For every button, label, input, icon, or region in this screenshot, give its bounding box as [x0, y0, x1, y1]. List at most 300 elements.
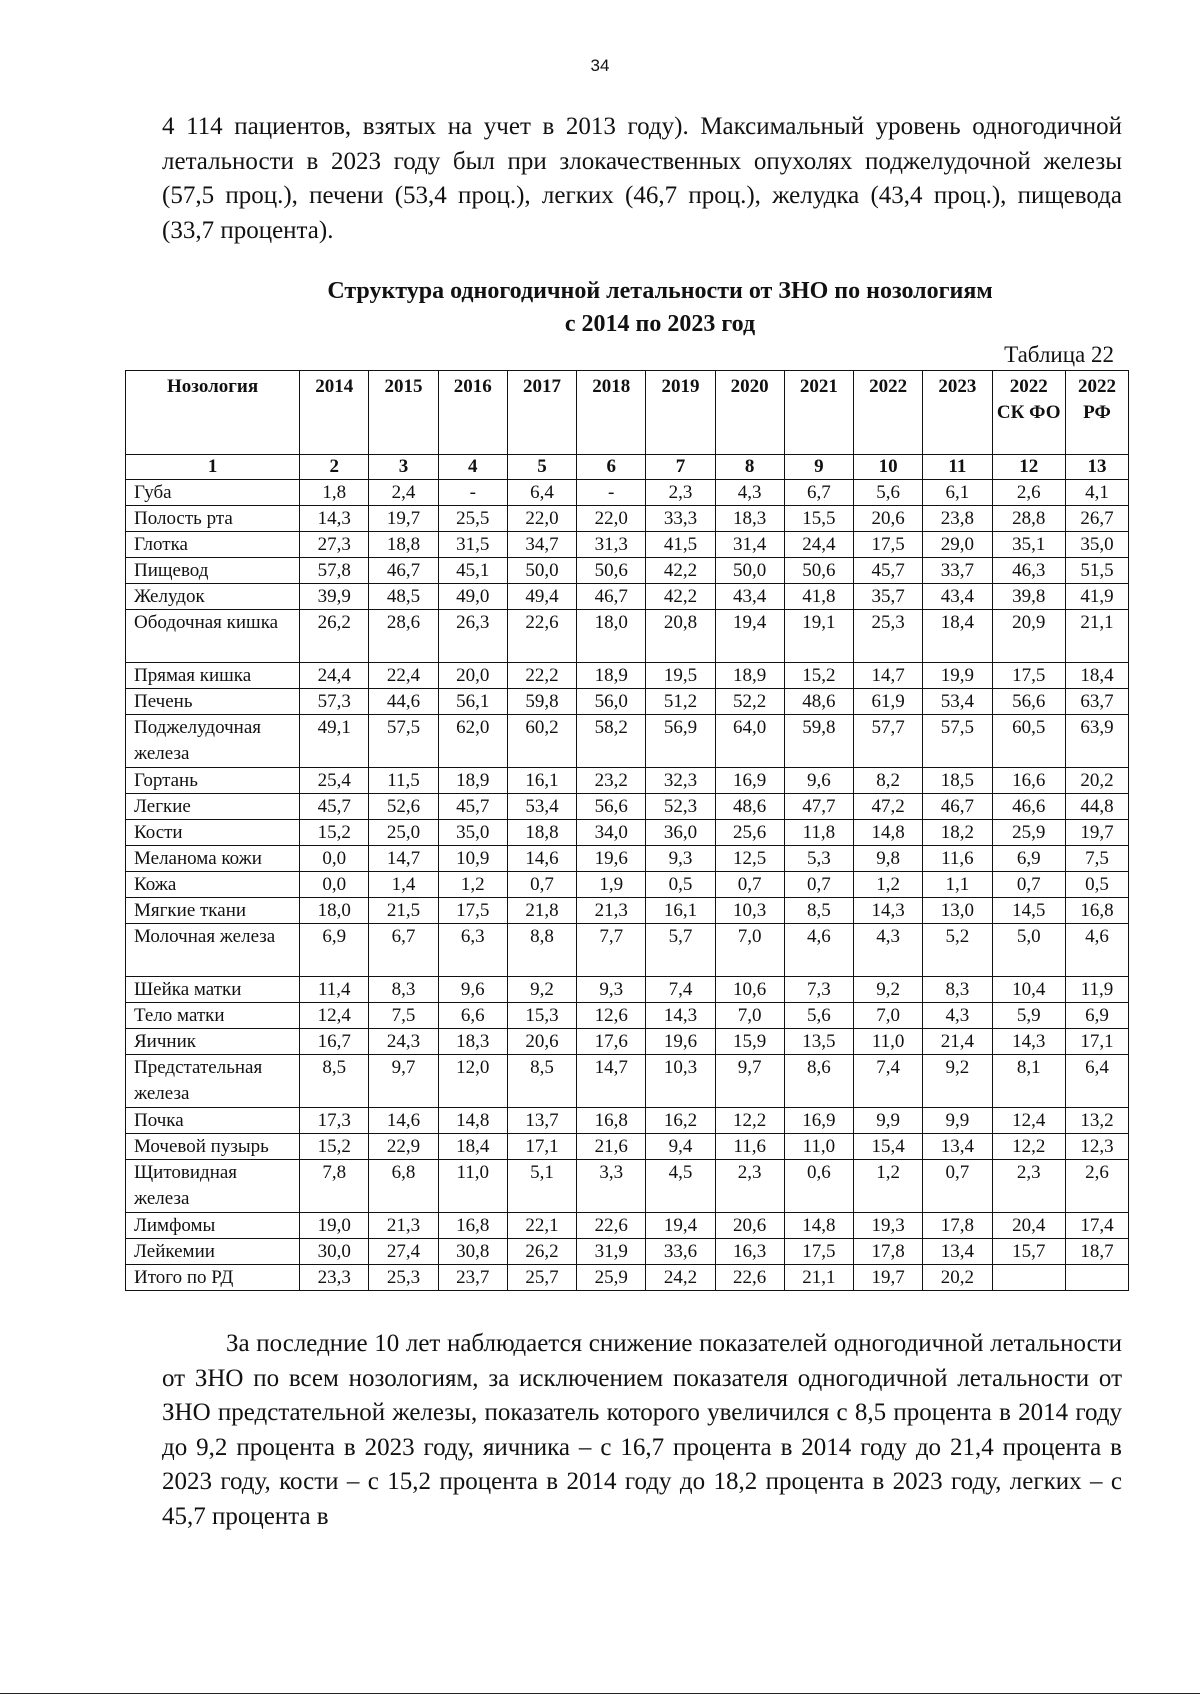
table-cell: 39,8 [992, 584, 1065, 610]
table-row [126, 1134, 1129, 1160]
table-cell: 47,2 [854, 794, 923, 820]
table-row [126, 480, 1129, 506]
header-col-12: 2022 РФ [1065, 371, 1128, 455]
table-row [126, 872, 1129, 898]
header-col-7: 2020 [715, 371, 784, 455]
table-cell: 18,3 [438, 1029, 507, 1055]
table-cell: 50,6 [784, 558, 853, 584]
table-cell: 19,0 [300, 1213, 369, 1239]
table-cell: 12,4 [992, 1108, 1065, 1134]
table-cell: 4,6 [784, 924, 853, 977]
table-cell: 24,4 [784, 532, 853, 558]
table-cell: 18,9 [715, 663, 784, 689]
table-cell: 20,2 [923, 1265, 992, 1291]
row-nosology-name: Желудок [126, 584, 300, 610]
table-cell: 8,5 [300, 1055, 369, 1108]
table-cell: 19,6 [577, 846, 646, 872]
table-cell: 18,9 [577, 663, 646, 689]
table-row [126, 1003, 1129, 1029]
table-cell: 59,8 [507, 689, 576, 715]
table-cell: 28,6 [369, 610, 438, 663]
table-cell: 18,8 [507, 820, 576, 846]
table-cell: 18,0 [577, 610, 646, 663]
table-cell: 20,0 [438, 663, 507, 689]
table-cell: 14,7 [854, 663, 923, 689]
table-cell: 12,3 [1065, 1134, 1128, 1160]
header-col-2: 2015 [369, 371, 438, 455]
table-cell: 42,2 [646, 558, 715, 584]
table-cell: 13,4 [923, 1239, 992, 1265]
table-cell: 27,3 [300, 532, 369, 558]
table-cell: - [438, 480, 507, 506]
table-row [126, 610, 1129, 663]
table-cell: 22,6 [577, 1213, 646, 1239]
outro-paragraph: За последние 10 лет наблюдается снижение показателей одногодичной летальности от ЗНО по всем нозологиям, за исключением показателя одногодичной летальности от ЗНО предстательной железы, показатель которого увеличился с 8,5 процента в 2014 году до 9,2 процента в 2023 году, яичника – с 16,7 процента в 2014 году до 21,4 процента в 2023 году, кости – с 15,2 процента в 2014 году до 18,2 процента в 2023 году, легких – с 45,7 процента в [162, 1330, 1122, 1530]
table-cell: 23,7 [438, 1265, 507, 1291]
table-cell: 22,9 [369, 1134, 438, 1160]
row-nosology-name: Кожа [126, 872, 300, 898]
table-row [126, 558, 1129, 584]
table-label: Таблица 22 [1004, 342, 1114, 367]
table-cell: 7,4 [854, 1055, 923, 1108]
table-cell: 5,6 [854, 480, 923, 506]
table-cell [992, 1265, 1065, 1291]
table-cell: 16,1 [507, 768, 576, 794]
table-cell: 10,3 [646, 1055, 715, 1108]
table-cell: 5,2 [923, 924, 992, 977]
table-cell: 30,0 [300, 1239, 369, 1265]
table-cell: 6,9 [1065, 1003, 1128, 1029]
table-body [126, 480, 1129, 1291]
table-cell: 6,3 [438, 924, 507, 977]
table-row [126, 584, 1129, 610]
table-cell: 44,8 [1065, 794, 1128, 820]
table-cell: 1,4 [369, 872, 438, 898]
table-cell: 9,7 [369, 1055, 438, 1108]
table-cell: - [577, 480, 646, 506]
table-cell: 16,7 [300, 1029, 369, 1055]
table-cell: 6,7 [784, 480, 853, 506]
table-cell: 53,4 [923, 689, 992, 715]
table-cell: 18,0 [300, 898, 369, 924]
table-row [126, 768, 1129, 794]
table-cell: 30,8 [438, 1239, 507, 1265]
table-cell: 15,9 [715, 1029, 784, 1055]
column-number: 6 [577, 455, 646, 480]
table-cell: 45,7 [438, 794, 507, 820]
table-cell: 6,7 [369, 924, 438, 977]
table-cell: 20,6 [715, 1213, 784, 1239]
table-cell: 12,6 [577, 1003, 646, 1029]
table-cell: 8,5 [784, 898, 853, 924]
table-cell: 18,4 [923, 610, 992, 663]
table-cell: 20,9 [992, 610, 1065, 663]
table-cell: 0,0 [300, 846, 369, 872]
table-cell: 1,1 [923, 872, 992, 898]
table-cell: 22,6 [715, 1265, 784, 1291]
table-cell: 24,3 [369, 1029, 438, 1055]
table-cell: 17,1 [507, 1134, 576, 1160]
table-cell: 8,2 [854, 768, 923, 794]
table-cell: 17,6 [577, 1029, 646, 1055]
table-cell: 5,0 [992, 924, 1065, 977]
table-cell: 50,0 [507, 558, 576, 584]
header-col-10: 2023 [923, 371, 992, 455]
table-cell: 16,9 [784, 1108, 853, 1134]
table-cell: 7,0 [854, 1003, 923, 1029]
table-row [126, 898, 1129, 924]
table-cell: 21,1 [1065, 610, 1128, 663]
header-col-5: 2018 [577, 371, 646, 455]
table-cell: 56,0 [577, 689, 646, 715]
table-row [126, 715, 1129, 768]
table-cell: 19,5 [646, 663, 715, 689]
table-row [126, 1160, 1129, 1213]
table-cell: 19,3 [854, 1213, 923, 1239]
table-row [126, 663, 1129, 689]
table-cell: 26,7 [1065, 506, 1128, 532]
table-cell: 3,3 [577, 1160, 646, 1213]
table-cell: 18,9 [438, 768, 507, 794]
table-cell: 11,5 [369, 768, 438, 794]
table-cell: 2,3 [715, 1160, 784, 1213]
table-cell: 64,0 [715, 715, 784, 768]
table-cell: 11,0 [784, 1134, 853, 1160]
table-cell: 46,6 [992, 794, 1065, 820]
table-cell: 21,5 [369, 898, 438, 924]
table-cell: 1,8 [300, 480, 369, 506]
table-cell: 22,2 [507, 663, 576, 689]
table-cell: 18,4 [438, 1134, 507, 1160]
table-cell: 19,7 [854, 1265, 923, 1291]
intro-paragraph: 4 114 пациентов, взятых на учет в 2013 году). Максимальный уровень одногодичной летальности в 2023 году был при злокачественных опухолях поджелудочной железы (57,5 проц.), печени (53,4 проц.), легких (46,7 проц.), желудка (43,4 проц.), пищевода (33,7 процента). [162, 113, 1122, 244]
table-cell: 18,3 [715, 506, 784, 532]
table-cell: 61,9 [854, 689, 923, 715]
table-cell: 31,5 [438, 532, 507, 558]
header-col-8: 2021 [784, 371, 853, 455]
mortality-table [125, 370, 1129, 1291]
table-cell: 21,3 [577, 898, 646, 924]
table-cell: 33,3 [646, 506, 715, 532]
table-cell: 14,7 [577, 1055, 646, 1108]
table-cell: 0,5 [646, 872, 715, 898]
table-cell: 21,3 [369, 1213, 438, 1239]
table-cell: 57,5 [369, 715, 438, 768]
table-cell: 33,6 [646, 1239, 715, 1265]
table-cell: 20,6 [854, 506, 923, 532]
table-cell: 25,3 [369, 1265, 438, 1291]
table-cell: 5,1 [507, 1160, 576, 1213]
table-cell: 13,5 [784, 1029, 853, 1055]
table-cell: 7,8 [300, 1160, 369, 1213]
table-row [126, 820, 1129, 846]
table-cell: 16,8 [577, 1108, 646, 1134]
table-cell: 8,6 [784, 1055, 853, 1108]
table-cell: 9,6 [438, 977, 507, 1003]
column-number: 2 [300, 455, 369, 480]
table-cell: 17,4 [1065, 1213, 1128, 1239]
row-nosology-name: Прямая кишка [126, 663, 300, 689]
table-cell: 31,9 [577, 1239, 646, 1265]
table-cell: 14,7 [369, 846, 438, 872]
table-cell: 9,3 [646, 846, 715, 872]
table-cell: 11,6 [923, 846, 992, 872]
table-cell: 56,1 [438, 689, 507, 715]
table-cell: 10,4 [992, 977, 1065, 1003]
table-cell: 6,6 [438, 1003, 507, 1029]
table-cell: 9,2 [854, 977, 923, 1003]
table-cell: 4,3 [715, 480, 784, 506]
table-cell: 0,7 [507, 872, 576, 898]
table-cell: 34,0 [577, 820, 646, 846]
table-cell: 46,7 [577, 584, 646, 610]
table-cell: 7,5 [1065, 846, 1128, 872]
table-cell: 19,1 [784, 610, 853, 663]
row-nosology-name: Глотка [126, 532, 300, 558]
table-cell: 7,7 [577, 924, 646, 977]
table-cell: 49,1 [300, 715, 369, 768]
table-row [126, 1265, 1129, 1291]
table-cell: 2,4 [369, 480, 438, 506]
table-cell: 43,4 [715, 584, 784, 610]
table-row [126, 1055, 1129, 1108]
table-cell: 52,3 [646, 794, 715, 820]
table-cell: 0,7 [715, 872, 784, 898]
table-cell: 45,7 [854, 558, 923, 584]
table-cell: 9,2 [923, 1055, 992, 1108]
table-cell: 6,4 [1065, 1055, 1128, 1108]
table-row [126, 1108, 1129, 1134]
table-cell: 20,8 [646, 610, 715, 663]
table-cell: 28,8 [992, 506, 1065, 532]
table-cell: 17,5 [992, 663, 1065, 689]
table-cell: 52,6 [369, 794, 438, 820]
row-nosology-name: Почка [126, 1108, 300, 1134]
row-nosology-name: Полость рта [126, 506, 300, 532]
table-cell: 9,7 [715, 1055, 784, 1108]
table-cell: 31,3 [577, 532, 646, 558]
table-cell: 22,0 [577, 506, 646, 532]
table-title-line-1: Структура одногодичной летальности от ЗНО по нозологиям [327, 278, 993, 304]
table-cell: 36,0 [646, 820, 715, 846]
row-nosology-name: Меланома кожи [126, 846, 300, 872]
column-number: 8 [715, 455, 784, 480]
table-row [126, 532, 1129, 558]
table-cell: 1,2 [854, 1160, 923, 1213]
table-cell: 5,7 [646, 924, 715, 977]
table-cell: 9,9 [854, 1108, 923, 1134]
table-cell: 8,1 [992, 1055, 1065, 1108]
table-cell: 49,4 [507, 584, 576, 610]
table-cell: 14,8 [784, 1213, 853, 1239]
table-cell: 12,5 [715, 846, 784, 872]
table-cell: 8,8 [507, 924, 576, 977]
table-cell: 12,2 [992, 1134, 1065, 1160]
column-number: 4 [438, 455, 507, 480]
table-cell: 49,0 [438, 584, 507, 610]
table-cell: 17,5 [438, 898, 507, 924]
row-nosology-name: Кости [126, 820, 300, 846]
table-cell: 15,7 [992, 1239, 1065, 1265]
table-cell: 16,8 [1065, 898, 1128, 924]
table-cell: 13,2 [1065, 1108, 1128, 1134]
table-cell: 11,6 [715, 1134, 784, 1160]
table-cell: 14,5 [992, 898, 1065, 924]
table-cell: 46,3 [992, 558, 1065, 584]
table-cell: 9,2 [507, 977, 576, 1003]
row-nosology-name: Поджелудочная железа [126, 715, 300, 768]
table-cell: 11,0 [854, 1029, 923, 1055]
table-cell: 22,6 [507, 610, 576, 663]
header-col-6: 2019 [646, 371, 715, 455]
table-cell: 18,8 [369, 532, 438, 558]
table-cell: 4,6 [1065, 924, 1128, 977]
table-title-line-2: с 2014 по 2023 год [564, 311, 756, 337]
table-cell: 16,8 [438, 1213, 507, 1239]
table-cell: 7,0 [715, 1003, 784, 1029]
table-cell: 44,6 [369, 689, 438, 715]
table-row [126, 506, 1129, 532]
table-cell: 16,1 [646, 898, 715, 924]
table-cell: 4,3 [923, 1003, 992, 1029]
table-cell: 9,3 [577, 977, 646, 1003]
table-cell: 6,8 [369, 1160, 438, 1213]
table-cell: 53,4 [507, 794, 576, 820]
table-row [126, 1213, 1129, 1239]
table-cell: 0,7 [923, 1160, 992, 1213]
table-cell: 25,5 [438, 506, 507, 532]
column-number: 9 [784, 455, 853, 480]
table-row [126, 689, 1129, 715]
column-number: 12 [992, 455, 1065, 480]
table-cell: 19,9 [923, 663, 992, 689]
table-cell: 45,7 [300, 794, 369, 820]
table-cell: 26,3 [438, 610, 507, 663]
table-cell: 20,6 [507, 1029, 576, 1055]
row-nosology-name: Мочевой пузырь [126, 1134, 300, 1160]
table-cell: 15,4 [854, 1134, 923, 1160]
table-cell: 26,2 [300, 610, 369, 663]
table-cell: 1,2 [438, 872, 507, 898]
table-row [126, 1029, 1129, 1055]
table-cell: 11,8 [784, 820, 853, 846]
row-nosology-name: Ободочная кишка [126, 610, 300, 663]
table-cell: 14,6 [369, 1108, 438, 1134]
table-cell: 11,9 [1065, 977, 1128, 1003]
table-cell: 5,6 [784, 1003, 853, 1029]
table-row [126, 924, 1129, 977]
table-cell: 17,5 [854, 532, 923, 558]
table-cell: 7,0 [715, 924, 784, 977]
table-cell: 57,3 [300, 689, 369, 715]
table-cell: 57,5 [923, 715, 992, 768]
table-cell: 23,8 [923, 506, 992, 532]
table-cell: 1,9 [577, 872, 646, 898]
table-cell: 35,0 [438, 820, 507, 846]
table-cell: 17,8 [923, 1213, 992, 1239]
row-nosology-name: Шейка матки [126, 977, 300, 1003]
row-nosology-name: Итого по РД [126, 1265, 300, 1291]
column-number: 5 [507, 455, 576, 480]
table-row [126, 977, 1129, 1003]
table-cell: 1,2 [854, 872, 923, 898]
table-cell: 19,7 [1065, 820, 1128, 846]
table-cell: 2,3 [992, 1160, 1065, 1213]
table-cell: 26,2 [507, 1239, 576, 1265]
table-cell: 25,9 [992, 820, 1065, 846]
table-cell: 0,0 [300, 872, 369, 898]
table-cell: 14,8 [438, 1108, 507, 1134]
table-cell: 41,9 [1065, 584, 1128, 610]
table-cell: 15,2 [300, 820, 369, 846]
table-cell: 4,3 [854, 924, 923, 977]
table-cell: 27,4 [369, 1239, 438, 1265]
table-cell: 56,9 [646, 715, 715, 768]
row-nosology-name: Легкие [126, 794, 300, 820]
table-row [126, 846, 1129, 872]
row-nosology-name: Лимфомы [126, 1213, 300, 1239]
table-cell: 19,7 [369, 506, 438, 532]
table-cell: 9,8 [854, 846, 923, 872]
table-cell: 17,3 [300, 1108, 369, 1134]
table-cell: 19,4 [646, 1213, 715, 1239]
row-nosology-name: Тело матки [126, 1003, 300, 1029]
table-cell: 21,6 [577, 1134, 646, 1160]
table-cell: 18,4 [1065, 663, 1128, 689]
table-cell: 12,4 [300, 1003, 369, 1029]
table-cell: 25,3 [854, 610, 923, 663]
header-col-4: 2017 [507, 371, 576, 455]
table-cell: 16,3 [715, 1239, 784, 1265]
table-cell: 25,0 [369, 820, 438, 846]
table-cell: 10,6 [715, 977, 784, 1003]
table-cell: 15,2 [784, 663, 853, 689]
table-cell: 32,3 [646, 768, 715, 794]
table-cell: 4,1 [1065, 480, 1128, 506]
table-cell: 15,5 [784, 506, 853, 532]
table-cell: 14,6 [507, 846, 576, 872]
table-cell: 11,0 [438, 1160, 507, 1213]
table-cell: 5,9 [992, 1003, 1065, 1029]
table-cell: 13,7 [507, 1108, 576, 1134]
table-cell: 39,9 [300, 584, 369, 610]
table-cell: 10,9 [438, 846, 507, 872]
table-cell [1065, 1265, 1128, 1291]
table-cell: 46,7 [369, 558, 438, 584]
table-cell: 8,5 [507, 1055, 576, 1108]
table-cell: 48,6 [784, 689, 853, 715]
table-cell: 4,5 [646, 1160, 715, 1213]
table-cell: 24,2 [646, 1265, 715, 1291]
table-cell: 31,4 [715, 532, 784, 558]
column-number: 3 [369, 455, 438, 480]
table-cell: 25,9 [577, 1265, 646, 1291]
table-cell: 22,0 [507, 506, 576, 532]
table-cell: 7,3 [784, 977, 853, 1003]
row-nosology-name: Яичник [126, 1029, 300, 1055]
page-number: 34 [590, 56, 610, 75]
table-cell: 14,3 [300, 506, 369, 532]
table-cell: 14,3 [646, 1003, 715, 1029]
column-number: 13 [1065, 455, 1128, 480]
table-cell: 22,1 [507, 1213, 576, 1239]
table-cell: 41,5 [646, 532, 715, 558]
table-cell: 13,4 [923, 1134, 992, 1160]
row-nosology-name: Предстательная железа [126, 1055, 300, 1108]
table-title [200, 275, 1120, 341]
table-cell: 34,7 [507, 532, 576, 558]
table-cell: 48,6 [715, 794, 784, 820]
